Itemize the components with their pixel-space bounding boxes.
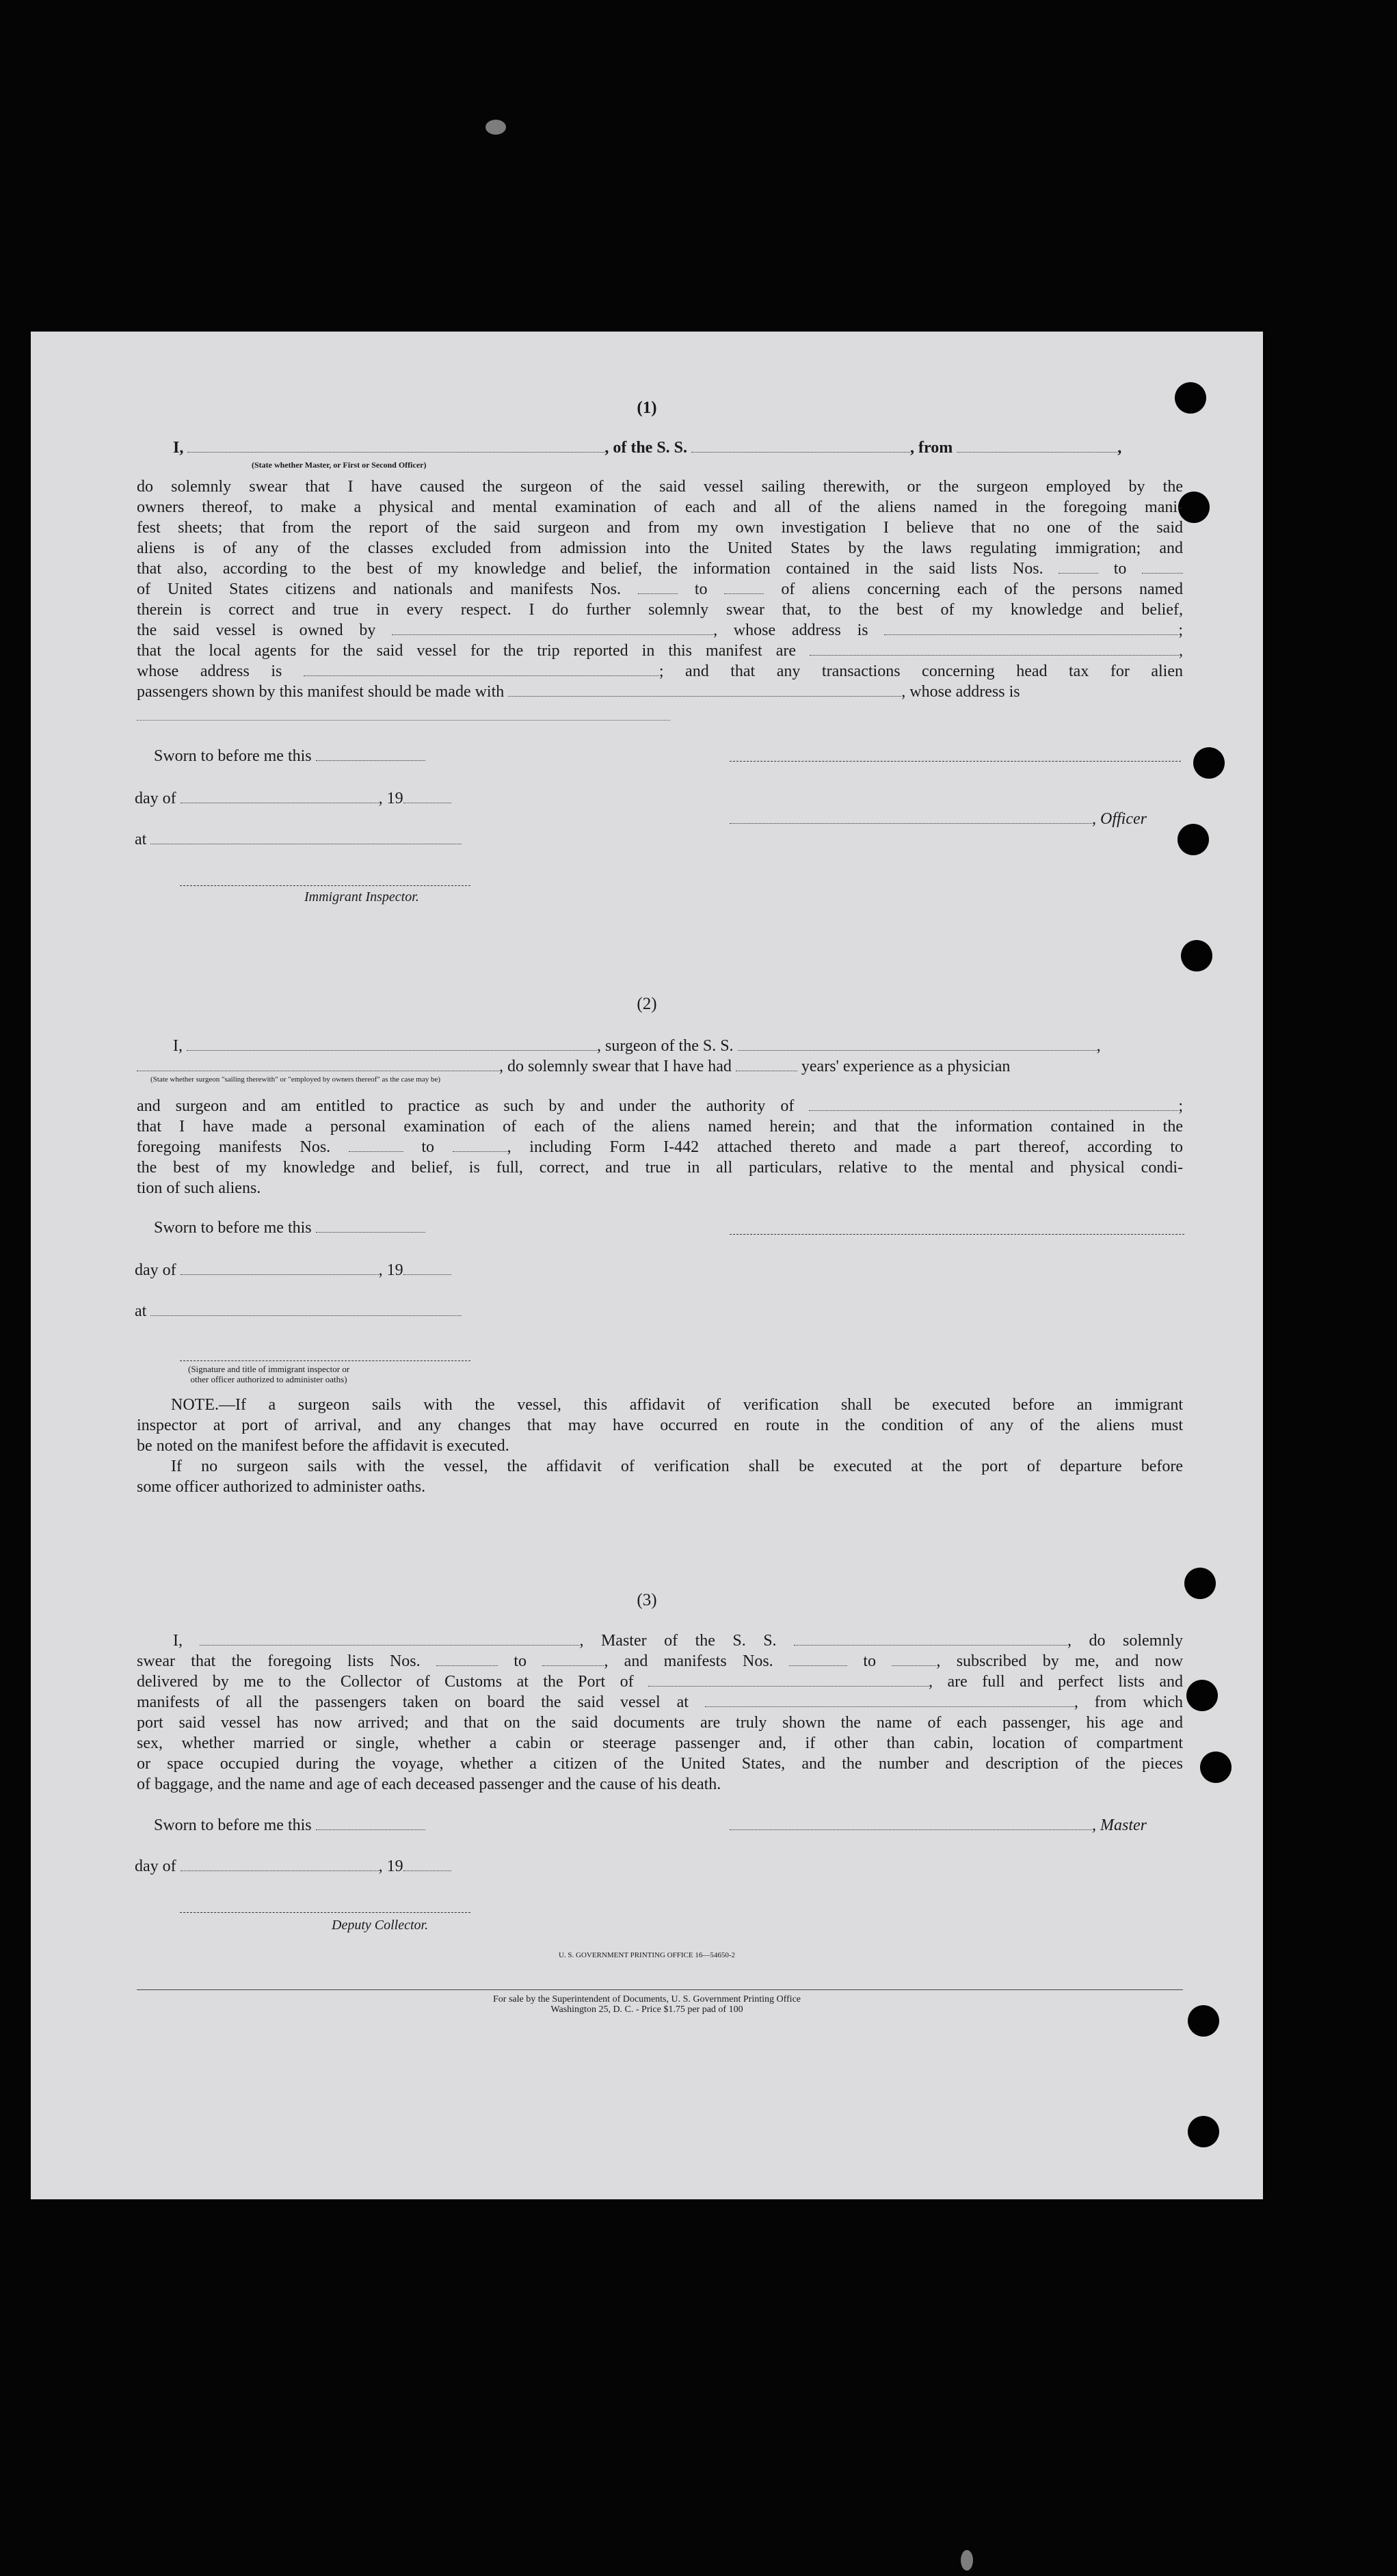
text: I, <box>173 1037 183 1055</box>
s1-sworn <box>154 746 425 766</box>
s1-text-line <box>137 682 1183 702</box>
blank-field <box>181 1262 379 1275</box>
text: and surgeon and am entitled to practice as such by and under the authority of <box>137 1097 795 1115</box>
text: , from which <box>1074 1693 1184 1711</box>
s3-text-line: sex, whether married or single, whether a cabin or steerage passenger and, if other than cabin, location of compartment <box>137 1734 1183 1752</box>
s1-line-1 <box>173 438 1121 458</box>
s1-text-line: aliens is of any of the classes excluded from admission into the United States by the laws regulating immigration; and <box>137 539 1183 557</box>
blank-field <box>724 581 764 594</box>
blank-field <box>150 1303 462 1316</box>
blank-field <box>705 1694 1074 1707</box>
s1-text-line <box>137 559 1183 579</box>
s1-at <box>135 829 462 850</box>
blank-field <box>736 1058 797 1071</box>
text: Sworn to before me this <box>154 1219 312 1237</box>
s3-line-3 <box>137 1672 1183 1692</box>
text: years' experience as a physician <box>801 1058 1011 1075</box>
blank-field <box>730 1817 1092 1830</box>
text: to <box>863 1652 877 1670</box>
text: , are full and perfect lists and <box>929 1673 1184 1691</box>
s1-text-line: fest sheets; that from the report of the said surgeon and from my own investigation I believe that no one of the said <box>137 519 1183 537</box>
s2-at <box>135 1301 462 1321</box>
text: , of the S. S. <box>604 439 692 457</box>
text: , subscribed by me, and now <box>936 1652 1184 1670</box>
blank-field <box>809 1098 1178 1111</box>
s2-text-line <box>137 1137 1183 1157</box>
s1-text-line <box>137 579 1183 600</box>
s1-text-line: do solemnly swear that I have caused the surgeon of the said vessel sailing therewith, or the surgeon employed by the <box>137 478 1183 496</box>
s2-line-1: I, , surgeon of the S. S. , <box>173 1037 1101 1055</box>
s1-text-line <box>137 661 1183 682</box>
text: day of <box>135 790 176 807</box>
s3-collector-label: Deputy Collector. <box>332 1918 429 1933</box>
blank-field <box>316 1220 425 1233</box>
text: that also, according to the best of my knowledge and belief, the information contained in the said lists Nos. <box>137 560 1059 578</box>
s3-text-line: port said vessel has now arrived; and that on the said documents are truly shown the name of each passenger, his age and <box>137 1714 1183 1732</box>
text: to <box>677 580 725 598</box>
punch-hole <box>1200 1752 1232 1783</box>
text: day of <box>135 1857 176 1875</box>
s3-day-of <box>135 1856 451 1877</box>
text: For sale by the Superintendent of Documents, U. S. Government Printing Office <box>493 1994 801 2004</box>
text: , including Form I-442 attached thereto and made a part thereof, according to <box>507 1138 1183 1156</box>
section-2-number: (2) <box>637 995 657 1013</box>
text: (Signature and title of immigrant inspector or <box>188 1364 350 1374</box>
text: delivered by me to the Collector of Customs at the Port of <box>137 1673 634 1691</box>
blank-field <box>1059 561 1098 574</box>
blank-field <box>181 1858 379 1871</box>
blank-field <box>392 622 713 635</box>
text: , <box>1179 642 1183 660</box>
blank-field <box>403 1262 451 1275</box>
s2-note: (State whether surgeon "sailing therewith" or "employed by owners thereof" as the case may be) <box>150 1075 441 1084</box>
punch-hole <box>1178 824 1209 855</box>
text: to <box>421 1138 435 1156</box>
blank-field <box>403 790 451 803</box>
text: Washington 25, D. C. - Price $1.75 per pad of 100 <box>550 2004 743 2015</box>
blank-field <box>508 684 901 697</box>
text: , whose address is <box>713 621 885 639</box>
blank-field <box>730 811 1092 824</box>
blank-field <box>789 1653 847 1666</box>
s2-text-line: tion of such aliens. <box>137 1179 261 1197</box>
text: of United States citizens and nationals and manifests Nos. <box>137 580 638 598</box>
text: , Master of the S. S. <box>579 1632 777 1650</box>
s3-line-1 <box>173 1631 1183 1651</box>
blank-field <box>316 748 425 761</box>
text: , <box>1117 439 1122 457</box>
s2-sworn <box>154 1218 425 1238</box>
text: I, <box>173 1632 183 1650</box>
text: , 19 <box>378 790 403 807</box>
gpo-imprint: U. S. GOVERNMENT PRINTING OFFICE 16—54650-2 <box>558 1951 735 1959</box>
blank-field <box>738 1038 1097 1051</box>
s3-text-line: or space occupied during the voyage, whether a citizen of the United States, and the number and description of the pieces <box>137 1755 1183 1773</box>
s3-text-line: of baggage, and the name and age of each deceased passenger and the cause of his death. <box>137 1775 721 1793</box>
blank-field <box>436 1653 498 1666</box>
text: , do solemnly swear that I have had <box>499 1058 732 1075</box>
blank-field <box>638 581 678 594</box>
s2-note-line <box>137 1395 1183 1415</box>
s1-day-of <box>135 788 451 809</box>
s1-trailing-rule <box>137 720 670 721</box>
blank-field <box>349 1139 403 1152</box>
text: , from <box>910 439 957 457</box>
section-1-number: (1) <box>637 399 657 417</box>
s2-note-line: some officer authorized to administer oaths. <box>137 1478 426 1496</box>
text: whose address is <box>137 662 304 680</box>
s2-note-line: be noted on the manifest before the affidavit is executed. <box>137 1437 509 1455</box>
s2-line-2 <box>137 1056 1010 1077</box>
footer-rule <box>137 1989 1183 1990</box>
s2-text-line: the best of my knowledge and belief, is full, correct, and true in all particulars, relative to the mental and physical condi- <box>137 1159 1183 1177</box>
blank-field <box>884 622 1178 635</box>
text: I, <box>173 439 188 457</box>
s3-master-line <box>730 1815 1147 1836</box>
s3-collector-line <box>180 1912 470 1913</box>
text: , surgeon of the S. S. <box>597 1037 734 1055</box>
blank-field <box>542 1653 604 1666</box>
s2-day-of <box>135 1260 451 1280</box>
text: to <box>514 1652 527 1670</box>
text: foregoing manifests Nos. <box>137 1138 331 1156</box>
text: swear that the foregoing lists Nos. <box>137 1652 421 1670</box>
blank-field <box>316 1817 425 1830</box>
text: , whose address is <box>901 683 1020 701</box>
text: NOTE.—If a surgeon sails with the vessel, this affidavit of verification shall be executed before an immigrant <box>171 1396 1183 1414</box>
blank-field <box>1142 561 1183 574</box>
text: ; and that any transactions concerning head tax for alien <box>658 662 1183 680</box>
text: Sworn to before me this <box>154 1816 312 1834</box>
text: , do solemnly <box>1067 1632 1184 1650</box>
text: , Officer <box>1092 810 1147 828</box>
blank-field <box>304 663 659 676</box>
text: at <box>135 831 147 848</box>
s2-text-line <box>137 1096 1183 1116</box>
blank-field <box>200 1633 579 1646</box>
s1-inspector-line <box>180 885 470 886</box>
s2-inspector-line <box>180 1360 470 1361</box>
text: other officer authorized to administer oaths) <box>190 1374 347 1384</box>
s1-inspector-label: Immigrant Inspector. <box>304 889 419 904</box>
blank-field <box>187 1038 597 1051</box>
s2-text-line: that I have made a personal examination of each of the aliens named herein; and that the information contained in the <box>137 1118 1183 1136</box>
scan-speck <box>961 2550 973 2571</box>
text: manifests of all the passengers taken on board the said vessel at <box>137 1693 689 1711</box>
section-3-number: (3) <box>637 1591 657 1609</box>
text: at <box>135 1302 147 1320</box>
text: ; <box>1178 1097 1184 1115</box>
s2-note-line <box>137 1456 1183 1477</box>
s1-text-line <box>137 641 1183 661</box>
blank-field <box>892 1653 936 1666</box>
s1-text-line: therein is correct and true in every respect. I do further solemnly swear that, to the best of my knowledge and belief, <box>137 601 1183 619</box>
s1-signature-line <box>730 761 1181 762</box>
blank-field <box>181 790 379 803</box>
sale-notice <box>31 1994 1263 2015</box>
s2-note-line: inspector at port of arrival, and any changes that may have occurred en route in the condition of any of the aliens must <box>137 1417 1183 1434</box>
blank-field <box>691 440 910 453</box>
punch-hole <box>1193 747 1225 779</box>
text: day of <box>135 1261 176 1279</box>
manifest-affidavit-page <box>31 332 1263 2199</box>
text: Sworn to before me this <box>154 747 312 765</box>
s1-text-line: owners thereof, to make a physical and mental examination of each and all of the aliens named in the foregoing mani- <box>137 498 1183 516</box>
punch-hole <box>1188 2116 1219 2147</box>
s1-text-line <box>137 620 1183 641</box>
text: , 19 <box>378 1261 403 1279</box>
text: , and manifests Nos. <box>604 1652 773 1670</box>
blank-field <box>187 440 604 453</box>
blank-field <box>794 1633 1067 1646</box>
blank-field <box>957 440 1117 453</box>
punch-hole <box>1186 1680 1218 1711</box>
s2-signature-line <box>730 1234 1184 1235</box>
text: that the local agents for the said vessel for the trip reported in this manifest are <box>137 642 810 660</box>
scan-speck <box>485 120 506 135</box>
blank-field <box>810 643 1179 656</box>
s1-officer-line <box>730 809 1147 829</box>
blank-field <box>453 1139 507 1152</box>
text: ; <box>1178 621 1183 639</box>
text: the said vessel is owned by <box>137 621 393 639</box>
punch-hole <box>1181 940 1212 971</box>
s3-line-2 <box>137 1651 1183 1672</box>
text: If no surgeon sails with the vessel, the affidavit of verification shall be executed at the port of departure before <box>171 1458 1183 1475</box>
blank-field <box>150 831 462 844</box>
text: of aliens concerning each of the persons named <box>764 580 1184 598</box>
blank-field <box>648 1674 929 1687</box>
text: to <box>1098 560 1143 578</box>
text: , 19 <box>378 1857 403 1875</box>
s3-line-4 <box>137 1692 1183 1713</box>
text: passengers shown by this manifest should be made with <box>137 683 509 701</box>
s1-note-under-i: (State whether Master, or First or Second Officer) <box>252 460 427 470</box>
s2-signature-note <box>188 1364 349 1384</box>
s3-sworn <box>154 1815 425 1836</box>
blank-field <box>403 1858 451 1871</box>
blank-field <box>137 1058 499 1071</box>
text: , Master <box>1092 1816 1147 1834</box>
